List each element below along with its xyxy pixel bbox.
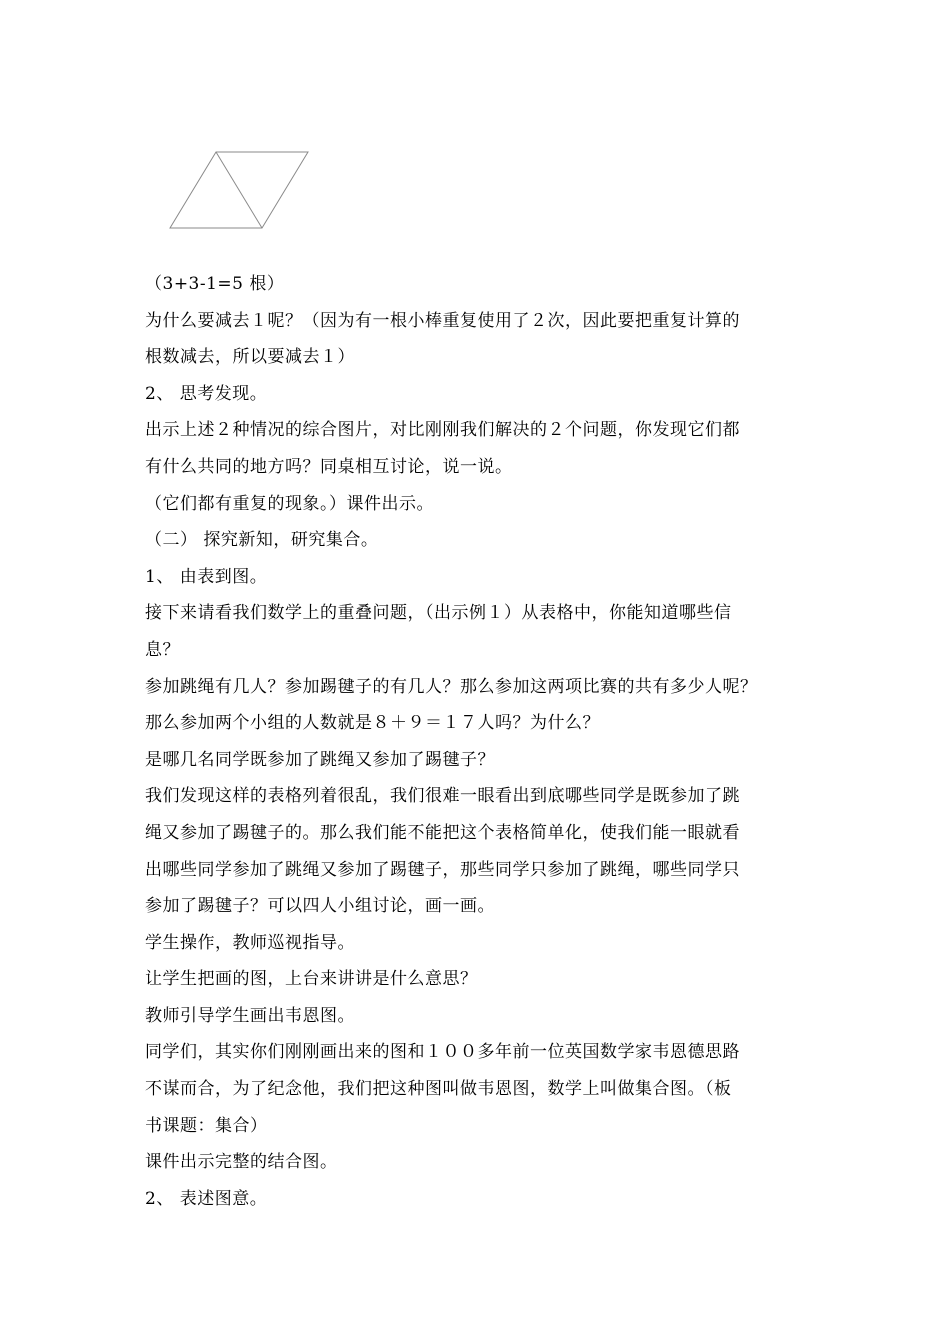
- paragraph-line: 绳又参加了踢毽子的。那么我们能不能把这个表格简单化，使我们能一眼就看: [145, 822, 740, 843]
- paragraph-line: （它们都有重复的现象。）课件出示。: [145, 493, 434, 514]
- section-heading: 1、 由表到图。: [145, 566, 268, 587]
- paragraph-line: 为什么要减去１呢？（因为有一根小棒重复使用了２次，因此要把重复计算的: [145, 310, 740, 331]
- lesson-plan-text: [145, 266, 825, 1217]
- paragraph-line: 接下来请看我们数学上的重叠问题，（出示例１）从表格中，你能知道哪些信: [145, 603, 732, 624]
- section-heading: 2、 表述图意。: [145, 1188, 268, 1209]
- paragraph-line: 不谋而合，为了纪念他，我们把这种图叫做韦恩图，数学上叫做集合图。（板: [145, 1079, 732, 1100]
- paragraph-line: 息？: [145, 639, 180, 660]
- paragraph-line: 出示上述２种情况的综合图片，对比刚刚我们解决的２个问题，你发现它们都: [145, 420, 740, 441]
- paragraph-line: 同学们，其实你们刚刚画出来的图和１００多年前一位英国数学家韦恩德思路: [145, 1042, 740, 1063]
- paragraph-line: 教师引导学生画出韦恩图。: [145, 1005, 355, 1026]
- paragraph-line: 根数减去，所以要减去１）: [145, 347, 355, 368]
- stick-count-formula: （3+3-1=5 根）: [145, 274, 285, 294]
- stick-triangles-figure: [168, 150, 310, 232]
- paragraph-line: 有什么共同的地方吗？同桌相互讨论，说一说。: [145, 456, 513, 477]
- section-heading: （二） 探究新知，研究集合。: [145, 530, 379, 551]
- paragraph-line: 课件出示完整的结合图。: [145, 1152, 338, 1173]
- paragraph-line: 我们发现这样的表格列着很乱，我们很难一眼看出到底哪些同学是既参加了跳: [145, 786, 740, 807]
- paragraph-line: 那么参加两个小组的人数就是８＋９＝１７人吗？为什么？: [145, 713, 600, 734]
- section-heading: 2、 思考发现。: [145, 383, 268, 404]
- paragraph-line: 参加跳绳有几人？参加踢毽子的有几人？那么参加这两项比赛的共有多少人呢？: [145, 676, 758, 697]
- paragraph-line: 是哪几名同学既参加了跳绳又参加了踢毽子？: [145, 749, 495, 770]
- paragraph-line: 书课题：集合）: [145, 1115, 268, 1136]
- paragraph-line: 出哪些同学参加了跳绳又参加了踢毽子，那些同学只参加了跳绳，哪些同学只: [145, 859, 740, 880]
- paragraph-line: 参加了踢毽子？可以四人小组讨论，画一画。: [145, 896, 495, 917]
- paragraph-line: 让学生把画的图，上台来讲讲是什么意思？: [145, 969, 478, 990]
- rhombus-of-two-triangles: [168, 150, 310, 232]
- paragraph-line: 学生操作，教师巡视指导。: [145, 932, 355, 953]
